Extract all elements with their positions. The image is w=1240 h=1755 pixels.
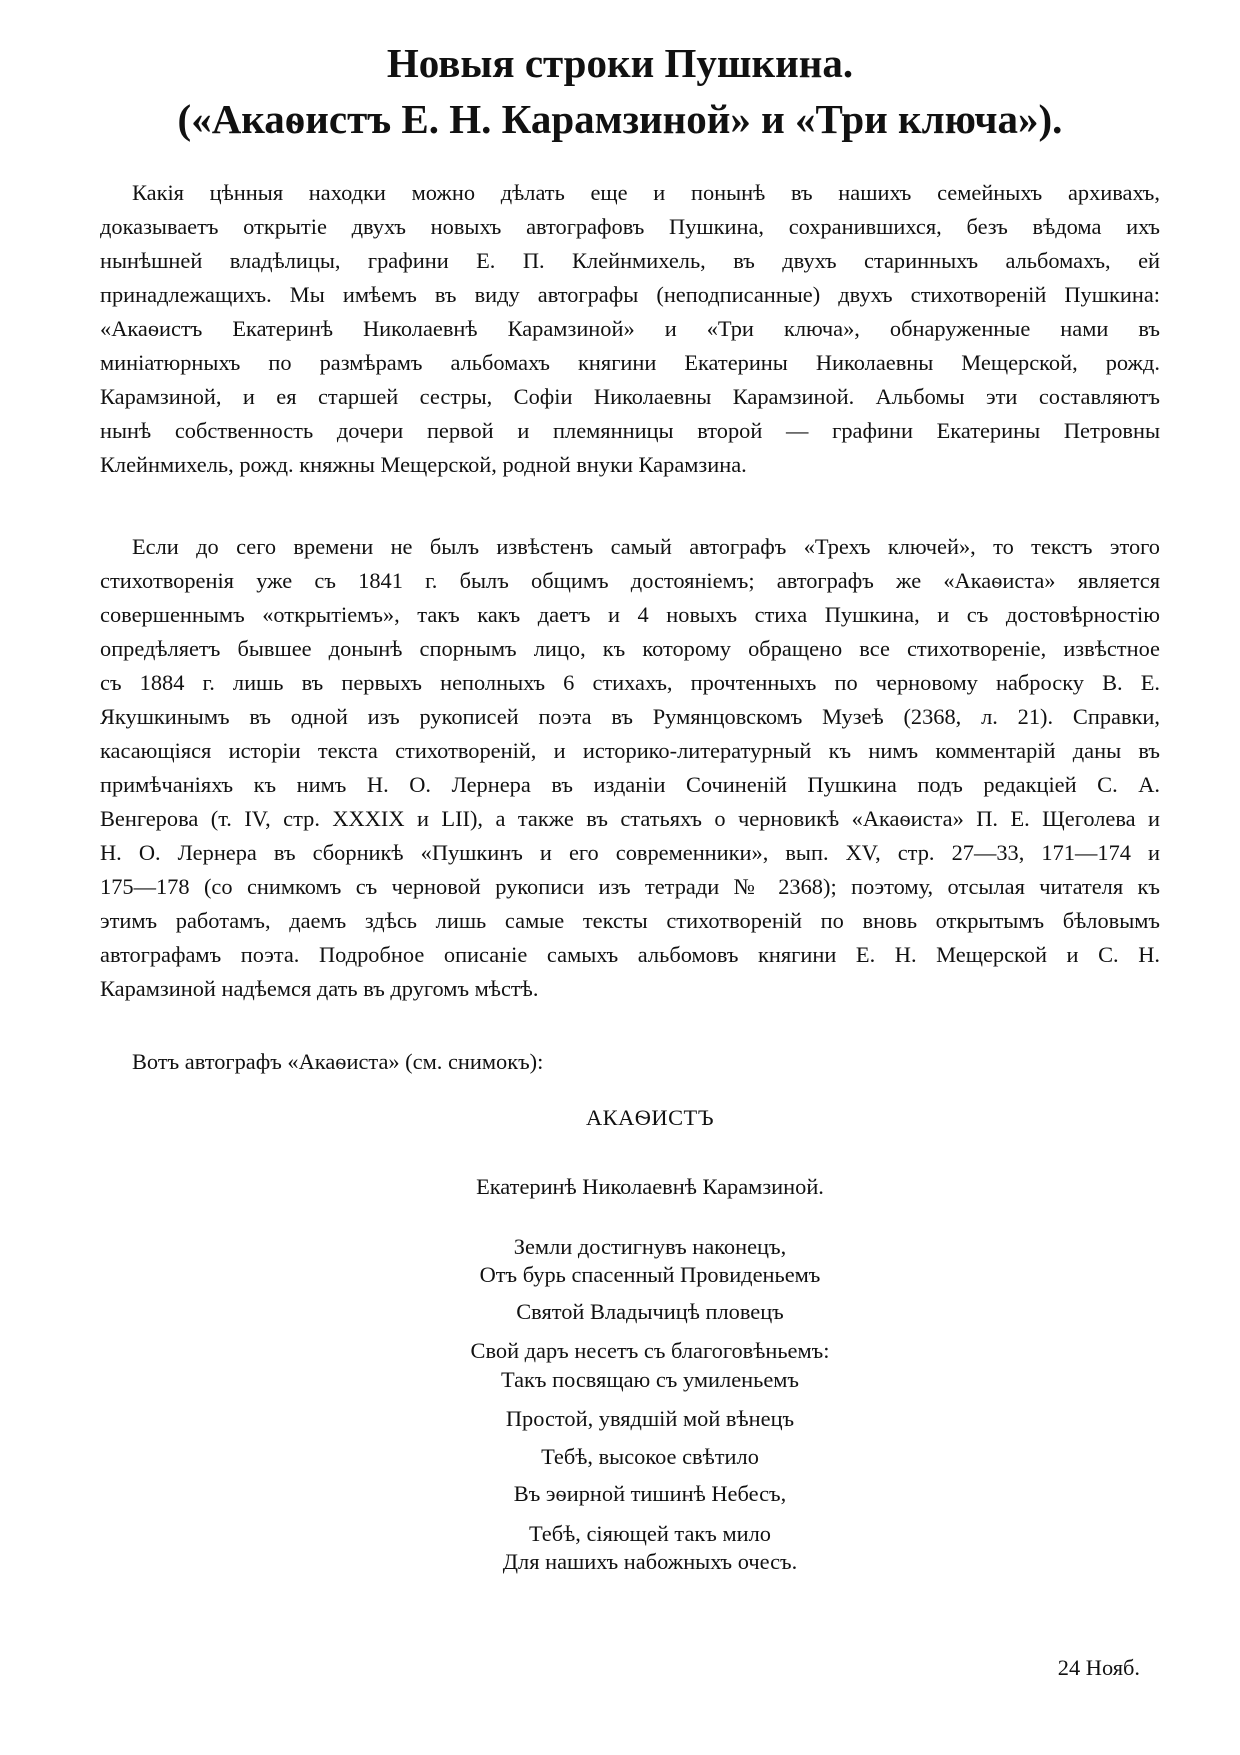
text-line: Венгерова (т. IV, стр. XXXIX и LII), а также въ статьяхъ о черновикѣ «Акаѳиста» П. Е. Щеголева и	[100, 806, 1160, 831]
text-line: «Акаѳистъ Екатеринѣ Николаевнѣ Карамзиной» и «Три ключа», обнаруженные нами въ	[100, 316, 1160, 341]
text-line: Если до сего времени не былъ извѣстенъ самый автографъ «Трехъ ключей», то текстъ этого	[132, 534, 1160, 559]
text-line: примѣчаніяхъ къ нимъ Н. О. Лернера въ изданіи Сочиненій Пушкина подъ редакціей С. А.	[100, 772, 1160, 797]
text-line: Какія цѣнныя находки можно дѣлать еще и понынѣ въ нашихъ семейныхъ архивахъ,	[132, 180, 1160, 205]
text-line: автографамъ поэта. Подробное описаніе самыхъ альбомовъ княгини Е. Н. Мещерской и С. Н.	[100, 942, 1160, 967]
poem-date: 24 Нояб.	[1057, 1655, 1140, 1680]
text-line: касающіяся исторіи текста стихотвореній, и историко-литературный къ нимъ комментарій даны въ	[100, 738, 1160, 763]
verse-line: Святой Владычицѣ пловецъ	[516, 1299, 784, 1324]
poem-dedication: Екатеринѣ Николаевнѣ Карамзиной.	[476, 1174, 824, 1199]
text-line: принадлежащихъ. Мы имѣемъ въ виду автографы (неподписанные) двухъ стихотвореній Пушкина:	[100, 282, 1160, 307]
verse-line: Земли достигнувъ наконецъ,	[513, 1234, 787, 1259]
verse-line: Тебѣ, сіяющей такъ мило	[528, 1521, 772, 1546]
verse-line: Простой, увядшій мой вѣнецъ	[505, 1406, 795, 1431]
text-line: доказываетъ открытіе двухъ новыхъ автографовъ Пушкина, сохранившихся, безъ вѣдома ихъ	[100, 214, 1160, 239]
text-line: нынѣ собственность дочери первой и племянницы второй — графини Екатерины Петровны	[100, 418, 1160, 443]
text-line: опредѣляетъ бывшее донынѣ спорнымъ лицо, къ которому обращено все стихотвореніе, извѣстное	[100, 636, 1160, 661]
verse-line: Въ эѳирной тишинѣ Небесъ,	[513, 1481, 787, 1506]
paragraph-autograph-intro: Вотъ автографъ «Акаѳиста» (см. снимокъ):	[132, 1049, 544, 1074]
text-line: Н. О. Лернера въ сборникѣ «Пушкинъ и его современники», вып. XV, стр. 27—33, 171—174 и	[100, 840, 1160, 865]
text-line: Карамзиной, и ея старшей сестры, Софіи Николаевны Карамзиной. Альбомы эти составляютъ	[100, 384, 1160, 409]
verse-line: Для нашихъ набожныхъ очесъ.	[502, 1549, 798, 1574]
text-line: совершеннымъ «открытіемъ», такъ какъ даетъ и 4 новыхъ стиха Пушкина, и съ достовѣрностію	[100, 602, 1160, 627]
text-line: Якушкинымъ въ одной изъ рукописей поэта въ Румянцовскомъ Музеѣ (2368, л. 21). Справки,	[100, 704, 1160, 729]
text-line: съ 1884 г. лишь въ первыхъ неполныхъ 6 стихахъ, прочтенныхъ по черновому наброску В. Е.	[100, 670, 1160, 695]
verse-line: Такъ посвящаю съ умиленьемъ	[500, 1367, 800, 1392]
verse-line: Свой даръ несетъ съ благоговѣньемъ:	[470, 1338, 830, 1363]
verse-line: Отъ бурь спасенный Провиденьемъ	[479, 1262, 821, 1287]
text-line: 175—178 (со снимкомъ съ черновой рукописи изъ тетради № 2368); поэтому, отсылая читателя къ	[100, 874, 1160, 899]
text-line: нынѣшней владѣлицы, графини Е. П. Клейнмихель, въ двухъ старинныхъ альбомахъ, ей	[100, 248, 1160, 273]
text-line: миніатюрныхъ по размѣрамъ альбомахъ княгини Екатерины Николаевны Мещерской, рожд.	[100, 350, 1160, 375]
page-subtitle: («Акаѳистъ Е. Н. Карамзиной» и «Три ключа»).	[177, 96, 1063, 142]
text-line: стихотворенія уже съ 1841 г. былъ общимъ достояніемъ; автографъ же «Акаѳиста» является	[100, 568, 1160, 593]
verse-line: Тебѣ, высокое свѣтило	[541, 1444, 759, 1469]
paragraph-history	[100, 530, 1160, 1006]
text-line: этимъ работамъ, даемъ здѣсь лишь самые тексты стихотвореній по вновь открытымъ бѣловымъ	[100, 908, 1160, 933]
page-title: Новыя строки Пушкина.	[386, 40, 854, 86]
text-line: Клейнмихель, рожд. княжны Мещерской, родной внуки Карамзина.	[100, 452, 747, 477]
text-line: Карамзиной надѣемся дать въ другомъ мѣстѣ.	[100, 976, 539, 1001]
paragraph-intro	[100, 176, 1160, 482]
poem-title: АКАѲИСТЪ	[585, 1105, 715, 1130]
